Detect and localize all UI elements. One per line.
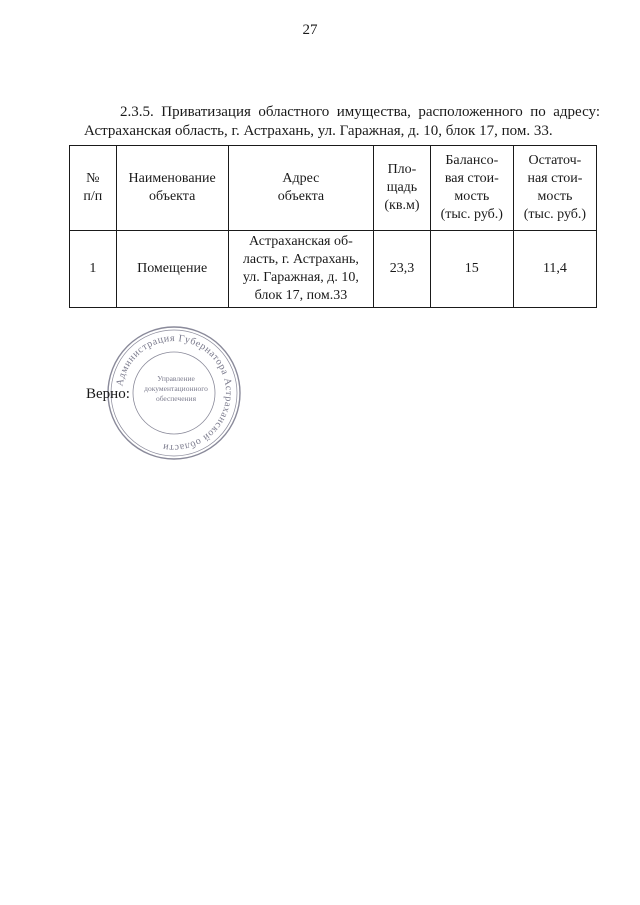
header-name: Наименование объекта — [116, 146, 228, 231]
section-heading-line-1: 2.3.5. Приватизация областного имущества, расположенного по адресу: — [120, 104, 600, 120]
seal-ring-text: Администрация Губернатора Астраханской области — [114, 332, 235, 454]
section-heading-line-2: Астраханская область, г. Астрахань, ул. Гаражная, д. 10, блок 17, пом. 33. — [84, 123, 553, 139]
seal-center-line-3: обеспечения — [155, 394, 197, 403]
certification-label: Верно: — [86, 386, 130, 402]
cell-number: 1 — [70, 231, 117, 308]
property-table — [69, 145, 597, 308]
header-number: № п/п — [70, 146, 117, 231]
table-row — [70, 231, 597, 308]
cell-residual-value: 11,4 — [513, 231, 596, 308]
header-address: Адрес объекта — [228, 146, 374, 231]
header-area: Пло- щадь (кв.м) — [374, 146, 431, 231]
cell-area: 23,3 — [374, 231, 431, 308]
cell-name: Помещение — [116, 231, 228, 308]
header-balance-value: Балансо- вая стои- мость (тыс. руб.) — [430, 146, 513, 231]
seal-center-line-1: Управление — [157, 374, 195, 383]
page-number: 27 — [302, 22, 318, 38]
cell-address: Астраханская об- ласть, г. Астрахань, ул. Гаражная, д. 10, блок 17, пом.33 — [228, 231, 374, 308]
svg-text:Администрация Губернатора Астр — [114, 333, 234, 453]
seal-center-line-2: документационного — [144, 384, 208, 393]
cell-balance-value: 15 — [430, 231, 513, 308]
section-heading — [84, 103, 600, 141]
header-residual-value: Остаточ- ная стои- мость (тыс. руб.) — [513, 146, 596, 231]
table-header-row — [70, 146, 597, 231]
